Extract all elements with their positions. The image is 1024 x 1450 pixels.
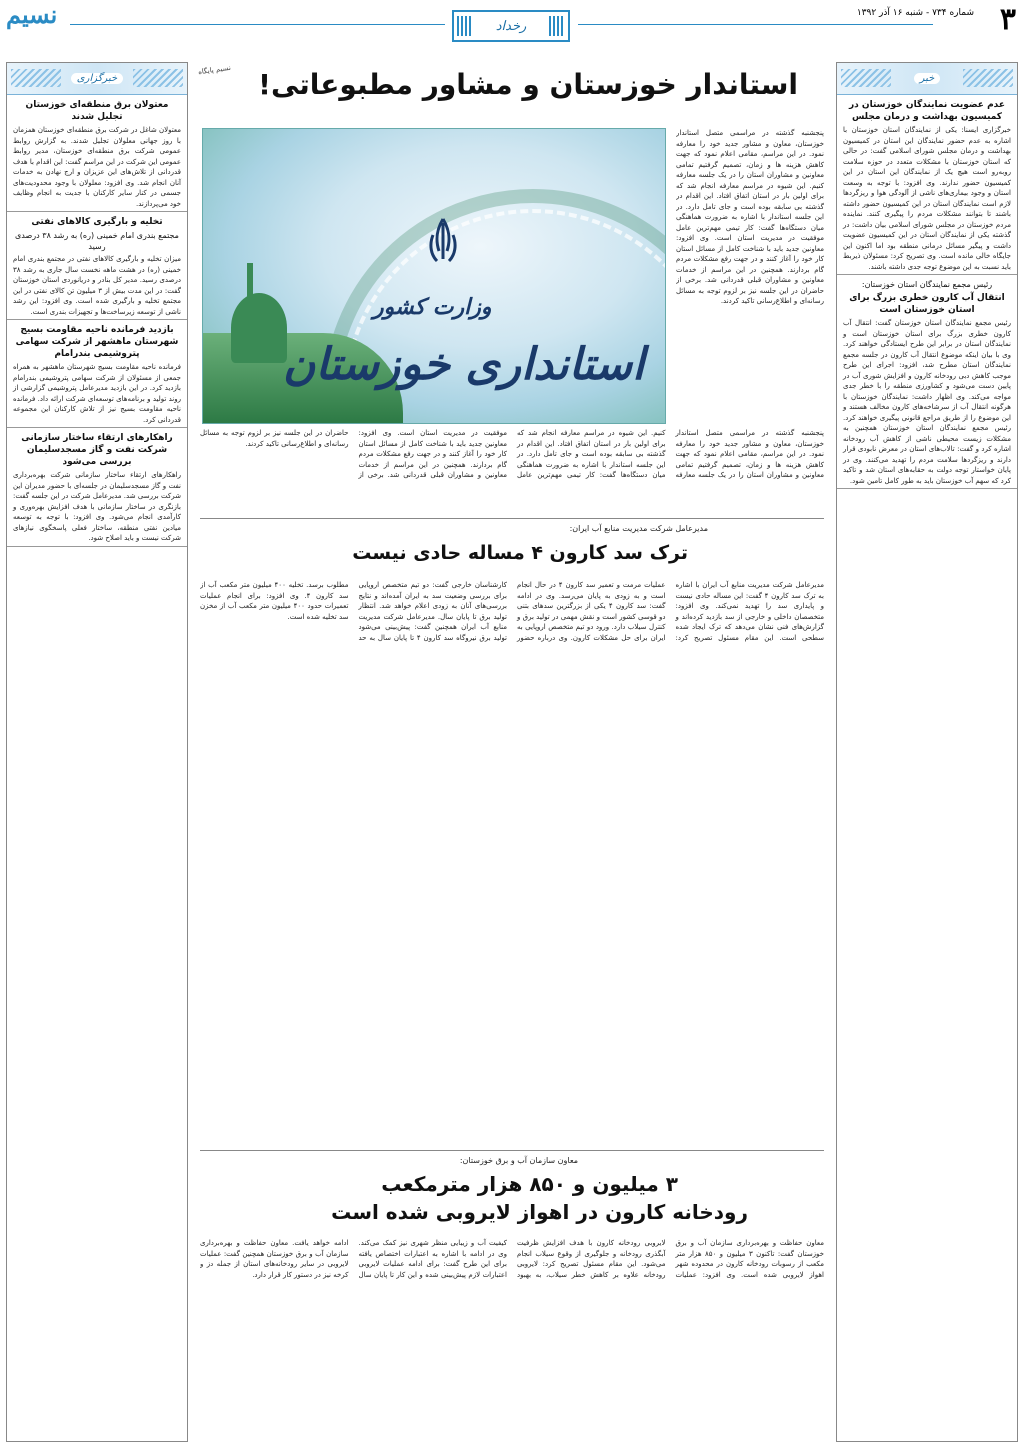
news-brief xyxy=(837,95,1017,275)
brief-title: تخلیه و بارگیری کالاهای نفتی xyxy=(31,217,163,227)
issue-info: شماره ۷۳۴ - شنبه ۱۶ آذر ۱۳۹۲ xyxy=(856,8,974,18)
section-label-box xyxy=(452,10,570,42)
brief-title: عدم عضویت نمایندگان خوزستان در کمیسیون بهداشت و درمان مجلس xyxy=(848,100,1006,122)
news-brief xyxy=(837,275,1017,489)
river-headline-line1: ۳ میلیون و ۸۵۰ هزار مترمکعب xyxy=(381,1172,678,1196)
brief-title: انتقال آب کارون خطری بزرگ برای استان خوزستان است xyxy=(849,293,1005,315)
river-headline-line2: رودخانه کارون در اهواز لایروبی شده است xyxy=(331,1200,748,1224)
iran-emblem-icon xyxy=(423,215,463,271)
newspaper-logo: نسیم xyxy=(6,0,58,29)
page-number: ۳ xyxy=(999,2,1016,37)
news-brief xyxy=(7,95,187,212)
left-column-header-label: خبرگزاری xyxy=(71,73,123,84)
masthead-rule-right xyxy=(578,24,933,25)
brief-body: معتولان شاغل در شرکت برق منطقه‌ای خوزستان همزمان با روز جهانی معلولان تجلیل شدند. به گزارش روابط عمومی شرکت برق منطقه‌ای خوزستان، مدیر روابط عمومی این شرکت در این مراسم گفت: این اقدام با هدف قدردانی از تلاش‌های این عزیزان و ارج نهادن به خدمات آنان انجام شد. وی افزود: معلولان با وجود محدودیت‌های جسمی در کنار سایر کارکنان با جدیت به انجام وظایف خود می‌پردازند. xyxy=(13,126,181,208)
section-label: رخداد xyxy=(495,18,527,34)
lead-kicker: نسیم پایگاه xyxy=(197,63,232,77)
lead-headline: استاندار خوزستان و مشاور مطبوعاتی! xyxy=(258,68,798,101)
ornament-icon xyxy=(549,16,565,36)
brief-body: رئیس مجمع نمایندگان استان خوزستان گفت: انتقال آب کارون خطری بزرگ برای استان خوزستان است و نمایندگان استان در برابر این طرح ایستادگی خواهند کرد. وی با بیان اینکه موضوع انتقال آب کارون در جلسه مجمع نمایندگان استان مطرح شد، افزود: اجرای این طرح موجب کاهش دبی رودخانه کارون و افزایش شوری آب در پایین دست می‌شود و کشاورزی منطقه را با خطر جدی مواجه می‌کند. وی اظهار داشت: نمایندگان خوزستان با هرگونه انتقال آب از سرشاخه‌های کارون مخالف هستند و این موضوع را از طریق مراجع قانونی پیگیری خواهند کرد. رئیس مجمع نمایندگان استان خوزستان همچنین به مشکلات زیست محیطی ناشی از کاهش آب رودخانه اشاره کرد و گفت: تالاب‌های استان در معرض نابودی قرار دارند و ریزگردها سلامت مردم را تهدید می‌کنند. وی در پایان خواستار توجه دولت به حقابه‌های استان شد و تاکید کرد که سهم آب خوزستان باید به طور کامل تامین شود. xyxy=(843,319,1011,485)
brief-body: راهکارهای ارتقاء ساختار سازمانی شرکت بهره‌برداری نفت و گاز مسجدسلیمان در جلسه‌ای با حضور مدیران این شرکت بررسی شد. مدیرعامل شرکت در این جلسه گفت: بازنگری در ساختار سازمانی با هدف افزایش بهره‌وری و کارآمدی انجام می‌شود. وی افزود: با توجه به توسعه میادین نفتی منطقه، ساختار فعلی پاسخگوی نیازهای شرکت نیست و باید اصلاح شود. xyxy=(13,471,181,542)
lead-body-continued: پنجشنبه گذشته در مراسمی متصل استاندار خوزستان، معاون و مشاور جدید خود را معارفه نمود. در این مراسم، مقامی اعلام نمود که جهت کاهش هزینه ها و زمان، تصمیم گرفتیم تمامی معاونین و مشاوران استان را در یک جلسه معارفه کنیم. این شیوه در مراسم معارفه انجام شد که برای اولین بار در استان اتفاق افتاد. این اقدام در گذشته بی سابقه بوده است و جای تامل دارد. در این جلسه استاندار با اشاره به ضرورت هماهنگی میان دستگاه‌ها گفت: کار تیمی مهم‌ترین عامل موفقیت در مدیریت استان است. وی افزود: معاونین جدید باید با شناخت کامل از مسائل استان کار خود را آغاز کنند و در جهت رفع مشکلات مردم گام بردارند. همچنین در این مراسم از خدمات معاونین و مشاوران قبلی قدردانی شد. برخی از حاضران در این جلسه نیز بر لزوم توجه به مسائل رسانه‌ای و اطلاع‌رسانی تاکید کردند. xyxy=(200,429,824,479)
brief-title: بازدید فرمانده ناحیه مقاومت بسیج شهرستان ماهشهر از شرکت سهامی پتروشیمی بندرامام xyxy=(15,325,179,359)
dam-headline: ترک سد کارون ۴ مساله حادی نیست xyxy=(352,542,688,564)
right-column-header xyxy=(837,63,1017,95)
right-column-header-label: خبر xyxy=(914,73,941,84)
brief-subtitle: مجتمع بندری امام خمینی (ره) به رشد ۳۸ درصدی رسید xyxy=(15,231,179,251)
ornament-icon xyxy=(457,16,473,36)
news-brief xyxy=(7,320,187,428)
brief-body: فرمانده ناحیه مقاومت بسیج شهرستان ماهشهر به همراه جمعی از مسئولان از شرکت سهامی پتروشیمی بندرامام بازدید کرد. در این بازدید مدیرعامل پتروشیمی گزارشی از روند تولید و برنامه‌های توسعه‌ای شرکت ارائه داد. فرمانده ناحیه مقاومت بسیج نیز از تلاش کارکنان این مجموعه قدردانی کرد. xyxy=(13,363,181,424)
news-brief xyxy=(7,212,187,320)
news-brief xyxy=(7,428,187,547)
image-text-ministry: وزارت کشور xyxy=(373,294,492,320)
brief-title: راهکارهای ارتقاء ساختار سازمانی شرکت نفت و گاز مسجدسلیمان بررسی می‌شود xyxy=(21,433,173,467)
left-column-header xyxy=(7,63,187,95)
center-content xyxy=(196,56,828,1442)
section-divider xyxy=(200,1150,824,1151)
brief-title: معتولان برق منطقه‌ای خوزستان تجلیل شدند xyxy=(25,100,169,122)
image-text-province: استانداری خوزستان xyxy=(283,339,645,390)
lead-image xyxy=(202,128,666,424)
mosque-dome-icon xyxy=(231,293,287,363)
dam-kicker: مدیرعامل شرکت مدیریت منابع آب ایران: xyxy=(569,524,708,533)
masthead xyxy=(0,0,1024,46)
lead-body-column: پنجشنبه گذشته در مراسمی متصل استاندار خوزستان، معاون و مشاور جدید خود را معارفه نمود. در این مراسم، مقامی اعلام نمود که جهت کاهش هزینه ها و زمان، تصمیم گرفتیم تمامی معاونین و مشاوران استان را در یک جلسه معارفه کنیم. این شیوه در مراسم معارفه انجام شد که برای اولین بار در استان اتفاق افتاد. این اقدام در گذشته بی سابقه بوده است و جای تامل دارد. در این جلسه استاندار با اشاره به ضرورت هماهنگی میان دستگاه‌ها گفت: کار تیمی مهم‌ترین عامل موفقیت در مدیریت استان است. وی افزود: معاونین جدید باید با شناخت کامل از مسائل استان کار خود را آغاز کنند و در جهت رفع مشکلات مردم گام بردارند. همچنین در این مراسم از خدمات معاونین و مشاوران قبلی قدردانی شد. برخی از حاضران در این جلسه نیز بر لزوم توجه به مسائل رسانه‌ای و اطلاع‌رسانی تاکید کردند. xyxy=(676,129,824,305)
right-news-column xyxy=(836,62,1018,1442)
river-body: معاون حفاظت و بهره‌برداری سازمان آب و برق خوزستان گفت: تاکنون ۳ میلیون و ۸۵۰ هزار متر مکعب از رسوبات رودخانه کارون در محدوده شهر اهواز لایروبی شده است. وی افزود: عملیات لایروبی رودخانه کارون با هدف افزایش ظرفیت آبگذری رودخانه و جلوگیری از وقوع سیلاب انجام می‌شود. این مقام مسئول تصریح کرد: لایروبی رودخانه علاوه بر کاهش خطر سیلاب، به بهبود کیفیت آب و زیبایی منظر شهری نیز کمک می‌کند. وی در ادامه با اشاره به اعتبارات اختصاص یافته برای این طرح گفت: برای ادامه عملیات لایروبی اعتبارات لازم پیش‌بینی شده و این کار تا پایان سال ادامه خواهد یافت. معاون حفاظت و بهره‌برداری سازمان آب و برق خوزستان همچنین گفت: عملیات لایروبی در سایر رودخانه‌های استان از جمله دز و کرخه نیز در دستور کار قرار دارد. xyxy=(200,1239,824,1279)
brief-body: میزان تخلیه و بارگیری کالاهای نفتی در مجتمع بندری امام خمینی (ره) در هشت ماهه نخست سال جاری به رشد ۳۸ درصدی رسید. مدیر کل بنادر و دریانوردی استان خوزستان گفت: در این مدت بیش از ۳ میلیون تن کالای نفتی در این مجتمع تخلیه و بارگیری شده است. وی افزود: این رشد ناشی از توسعه زیرساخت‌ها و تجهیزات بندری است. xyxy=(13,255,181,316)
brief-subtitle: رئیس مجمع نمایندگان استان خوزستان: xyxy=(861,280,993,289)
section-divider xyxy=(200,518,824,519)
dam-body: مدیرعامل شرکت مدیریت منابع آب ایران با اشاره به ترک سد کارون ۴ گفت: این مساله حادی نیست و پایداری سد را تهدید نمی‌کند. وی افزود: متخصصان داخلی و خارجی از سد بازدید کرده‌اند و گزارش‌های فنی نشان می‌دهد که ترک ایجاد شده سطحی است. این مقام مسئول تصریح کرد: عملیات مرمت و تعمیر سد کارون ۴ در حال انجام است و به زودی به پایان می‌رسد. وی در ادامه گفت: سد کارون ۴ یکی از بزرگترین سدهای بتنی دو قوسی کشور است و نقش مهمی در تولید برق و کنترل سیلاب دارد. ورود دو تیم متخصص اروپایی به ایران برای حل مشکلات کارون. وی درباره حضور کارشناسان خارجی گفت: دو تیم متخصص اروپایی برای بررسی وضعیت سد به ایران آمده‌اند و نتایج بررسی‌های آنان به زودی اعلام خواهد شد. انتظار تولید برق تا پایان سال. مدیرعامل شرکت مدیریت منابع آب ایران همچنین گفت: پیش‌بینی می‌شود تولید برق نیروگاه سد کارون ۴ تا پایان سال به حد مطلوب برسد. تخلیه ۴۰۰ میلیون متر مکعب آب از سد کارون ۴. وی افزود: برای انجام عملیات تعمیرات حدود ۴۰۰ میلیون متر مکعب آب از مخزن سد تخلیه شده است. xyxy=(200,581,824,642)
left-news-column xyxy=(6,62,188,1442)
brief-body: خبرگزاری ایسنا: یکی از نمایندگان استان خوزستان با اشاره به عدم حضور نمایندگان این استان در کمیسیون بهداشت و درمان مجلس شورای اسلامی گفت: در حالی که استان خوزستان با مشکلات متعدد در حوزه سلامت روبه‌رو است هیچ یک از نمایندگان این استان در این کمیسیون حضور ندارند. وی افزود: با توجه به وسعت استان و وجود بیماری‌های ناشی از آلودگی هوا و ریزگردها لازم است نمایندگان استان در این کمیسیون حضور داشته باشند تا بتوانند مشکلات مردم را پیگیری کنند. نماینده مردم خوزستان در مجلس شورای اسلامی بیان داشت: در گذشته یکی از نمایندگان استان در این کمیسیون عضویت داشت و پیگیر مسائل درمانی منطقه بود اما اکنون این جایگاه خالی مانده است. وی تصریح کرد: مسئولان ذیربط باید نسبت به این موضوع توجه جدی داشته باشند. xyxy=(843,126,1011,271)
masthead-rule-left xyxy=(70,24,445,25)
river-kicker: معاون سازمان آب و برق خوزستان: xyxy=(459,1156,578,1165)
